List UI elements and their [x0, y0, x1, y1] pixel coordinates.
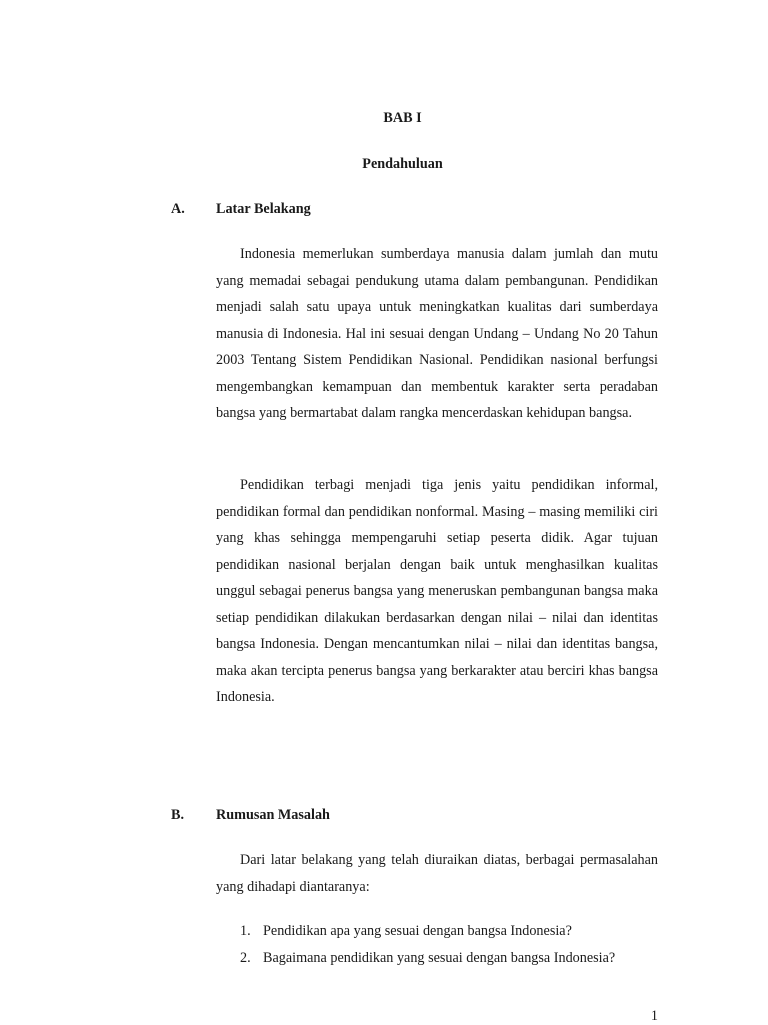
- section-a-letter: A.: [171, 201, 185, 217]
- list-item-number: 2.: [240, 949, 251, 966]
- problem-list: [240, 918, 615, 971]
- page-number: 1: [650, 1008, 658, 1024]
- section-a-paragraph-1: Indonesia memerlukan sumberdaya manusia dalam jumlah dan mutu yang memadai sebagai pendukung utama dalam pembangunan. Pendidikan menjadi salah satu upaya untuk meningkatkan kualitas dari sumberdaya manusia di Indonesia. Hal ini sesuai dengan Undang – Undang No 20 Tahun 2003 Tentang Sistem Pendidikan Nasional. Pendidikan nasional berfungsi mengembangkan kemampuan dan membentuk karakter serta peradaban bangsa yang bermartabat dalam rangka mencerdaskan kehidupan bangsa.: [216, 246, 658, 421]
- list-item: [240, 918, 615, 945]
- section-b-title: Rumusan Masalah: [216, 807, 330, 823]
- chapter-title: Pendahuluan: [362, 156, 443, 172]
- list-item: [240, 945, 615, 972]
- section-b-letter: B.: [171, 807, 185, 823]
- section-a-title: Latar Belakang: [216, 201, 311, 217]
- section-a-paragraph-2: Pendidikan terbagi menjadi tiga jenis yaitu pendidikan informal, pendidikan formal dan pendidikan nonformal. Masing – masing memiliki ciri yang khas sehingga mempengaruhi setiap peserta didik. Agar tujuan pendidikan nasional berjalan dengan baik untuk menghasilkan kualitas unggul sebagai penerus bangsa yang meneruskan pembangunan bangsa maka setiap pendidikan dilakukan berdasarkan dengan nilai – nilai dan identitas bangsa Indonesia. Dengan mencantumkan nilai – nilai dan identitas bangsa, maka akan tercipta penerus bangsa yang berkarakter atau berciri khas bangsa Indonesia.: [216, 477, 658, 705]
- list-item-number: 1.: [240, 923, 251, 939]
- list-item-text: Pendidikan apa yang sesuai dengan bangsa Indonesia?: [263, 923, 572, 939]
- list-item-text: Bagaimana pendidikan yang sesuai dengan bangsa Indonesia?: [263, 949, 616, 966]
- section-b-intro: Dari latar belakang yang telah diuraikan diatas, berbagai permasalahan yang dihadapi diantaranya:: [216, 852, 658, 895]
- chapter-heading: BAB I: [383, 110, 422, 126]
